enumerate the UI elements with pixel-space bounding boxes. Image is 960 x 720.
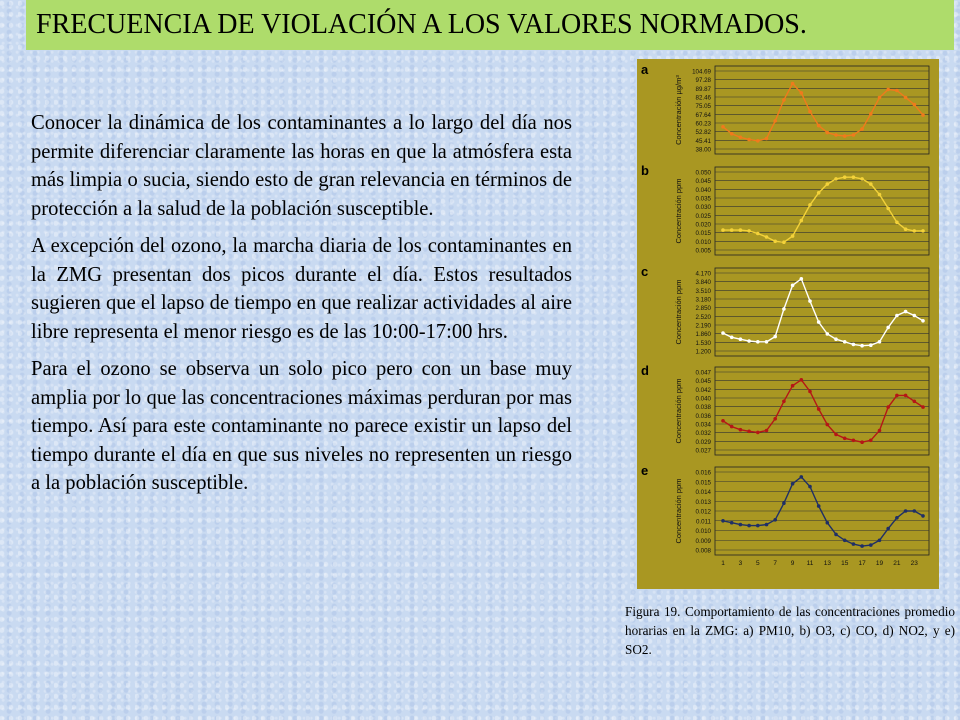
y-axis-label: Concentración ppm [674, 378, 683, 444]
y-tick-label: 0.025 [695, 212, 711, 220]
data-point [800, 378, 804, 382]
y-tick-label: 0.020 [695, 221, 711, 229]
data-point [878, 539, 882, 543]
data-point [921, 405, 925, 409]
data-point [756, 340, 760, 344]
data-point [791, 284, 795, 288]
data-point [747, 339, 751, 343]
paragraph: Conocer la dinámica de los contaminantes a lo largo del día nos permite diferenciar claramente las horas en que la atmósfera esta más limpia o sucia, siendo esto de gran relevancia en términos de protección a la salud de la población susceptible. [31, 112, 572, 220]
y-tick-label: 0.016 [695, 469, 711, 477]
panel-letter: e [641, 463, 649, 478]
plot-area [715, 367, 929, 455]
data-point [808, 299, 812, 303]
y-tick-label: 52.82 [695, 129, 711, 137]
y-tick-label: 0.029 [695, 438, 711, 446]
y-tick-label: 2.190 [695, 322, 711, 330]
panel-letter: a [641, 62, 649, 77]
data-point [921, 319, 925, 323]
data-point [921, 229, 925, 233]
data-point [765, 429, 769, 433]
data-point [730, 336, 734, 340]
y-tick-label: 0.040 [695, 395, 711, 403]
y-tick-label: 3.510 [695, 287, 711, 295]
data-point [765, 137, 769, 141]
x-tick-label: 23 [910, 560, 918, 567]
data-point [739, 523, 743, 527]
data-point [913, 229, 917, 233]
y-tick-label: 38.00 [695, 146, 711, 154]
data-point [834, 533, 838, 537]
data-point [904, 509, 908, 513]
data-point [860, 177, 864, 181]
y-tick-label: 60.23 [695, 120, 711, 128]
y-tick-label: 1.200 [695, 348, 711, 356]
data-point [765, 235, 769, 239]
y-tick-label: 0.047 [695, 369, 711, 377]
data-point [782, 307, 786, 311]
data-point [747, 524, 751, 528]
y-tick-label: 104.69 [692, 68, 711, 76]
data-point [808, 110, 812, 114]
series-line [723, 84, 923, 141]
data-point [721, 125, 725, 129]
x-tick-label: 5 [755, 560, 760, 567]
data-point [852, 343, 856, 347]
data-point [817, 320, 821, 324]
data-point [878, 96, 882, 100]
data-point [843, 340, 847, 344]
figure-caption: Figura 19. Comportamiento de las concentraciones promedio horarias en la ZMG: a) PM10, b) O3, c) CO, d) NO2, y e) SO2. [625, 604, 955, 657]
data-point [834, 133, 838, 137]
page-title: FRECUENCIA DE VIOLACIÓN A LOS VALORES NORMADOS. [26, 0, 954, 50]
data-point [886, 88, 890, 92]
y-tick-label: 89.87 [695, 85, 711, 93]
data-point [843, 437, 847, 441]
y-tick-label: 82.46 [695, 94, 711, 102]
data-point [817, 191, 821, 195]
y-tick-label: 67.64 [695, 111, 711, 119]
y-tick-label: 97.28 [695, 77, 711, 85]
data-point [895, 221, 899, 225]
y-tick-label: 75.05 [695, 103, 711, 111]
data-point [904, 227, 908, 231]
y-tick-label: 0.045 [695, 378, 711, 386]
data-point [791, 384, 795, 388]
data-point [878, 340, 882, 344]
data-point [756, 139, 760, 143]
data-point [808, 390, 812, 394]
y-tick-label: 0.030 [695, 204, 711, 212]
x-tick-label: 19 [875, 560, 884, 567]
data-point [773, 119, 777, 123]
data-point [721, 419, 725, 423]
data-point [852, 133, 856, 137]
data-point [895, 314, 899, 318]
data-point [782, 98, 786, 102]
y-tick-label: 0.014 [695, 489, 711, 496]
data-point [791, 234, 795, 238]
data-point [913, 400, 917, 404]
data-point [904, 310, 908, 314]
data-point [791, 482, 795, 486]
data-point [739, 337, 743, 341]
data-point [730, 228, 734, 232]
data-point [895, 394, 899, 398]
data-point [800, 277, 804, 281]
y-tick-label: 0.034 [695, 421, 711, 429]
data-point [756, 431, 760, 435]
data-point [773, 518, 777, 522]
data-point [721, 519, 725, 523]
y-axis-label: Concentración µg/m³ [674, 75, 683, 145]
y-tick-label: 0.015 [695, 230, 711, 238]
data-point [817, 504, 821, 508]
y-tick-label: 0.008 [695, 547, 711, 555]
x-tick-label: 1 [721, 560, 725, 567]
data-point [904, 394, 908, 398]
y-tick-label: 0.005 [695, 247, 711, 255]
data-point [921, 514, 925, 518]
plot-area [715, 268, 929, 356]
data-point [747, 229, 751, 233]
data-point [886, 527, 890, 531]
y-tick-label: 0.010 [695, 238, 711, 246]
x-tick-label: 11 [806, 560, 814, 567]
y-tick-label: 2.850 [695, 305, 711, 313]
data-point [826, 423, 830, 427]
data-point [817, 124, 821, 128]
data-point [800, 219, 804, 223]
series-line [723, 279, 923, 346]
y-tick-label: 0.015 [695, 479, 711, 487]
data-point [756, 524, 760, 528]
y-tick-label: 1.860 [695, 331, 711, 339]
figure-chart-panels [637, 59, 939, 589]
data-point [860, 344, 864, 348]
data-point [808, 485, 812, 489]
x-tick-label: 3 [738, 560, 743, 567]
data-point [913, 314, 917, 318]
y-axis-label: Concentración ppm [674, 178, 683, 244]
y-axis-label: Concentración ppm [674, 478, 683, 544]
data-point [730, 425, 734, 429]
panel-letter: d [641, 363, 649, 378]
data-point [834, 433, 838, 437]
plot-area [715, 66, 929, 154]
y-tick-label: 0.027 [695, 447, 711, 455]
data-point [739, 136, 743, 140]
data-point [721, 228, 725, 232]
data-point [913, 103, 917, 107]
data-point [782, 240, 786, 244]
data-point [878, 429, 882, 433]
data-point [834, 177, 838, 181]
y-tick-label: 0.038 [695, 404, 711, 412]
data-point [895, 89, 899, 93]
data-point [860, 440, 864, 444]
data-point [852, 439, 856, 443]
y-tick-label: 1.530 [695, 339, 711, 347]
data-point [860, 127, 864, 131]
data-point [782, 501, 786, 505]
y-tick-label: 0.011 [695, 518, 711, 526]
data-point [765, 340, 769, 344]
data-point [869, 343, 873, 347]
data-point [913, 509, 917, 513]
y-axis-label: Concentración ppm [674, 279, 683, 345]
data-point [878, 193, 882, 197]
series-line [723, 477, 923, 546]
data-point [808, 203, 812, 207]
data-point [782, 400, 786, 404]
data-point [730, 521, 734, 525]
x-tick-label: 7 [773, 560, 777, 567]
paragraph: A excepción del ozono, la marcha diaria de los contaminantes en la ZMG presentan dos picos durante el día. Estos resultados sugieren que el lapso de tiempo en que realizar actividades al aire libre representa el menor riesgo es de las 10:00-17:00 hrs. [31, 235, 572, 343]
data-point [852, 542, 856, 546]
data-point [721, 331, 725, 335]
y-tick-label: 0.040 [695, 186, 711, 194]
data-point [739, 428, 743, 432]
y-tick-label: 45.41 [695, 137, 711, 145]
x-tick-label: 21 [893, 560, 901, 567]
y-tick-label: 2.520 [695, 313, 711, 321]
y-tick-label: 0.010 [695, 528, 711, 535]
data-point [826, 521, 830, 525]
data-point [895, 516, 899, 520]
x-tick-label: 17 [858, 560, 866, 567]
chart-svg [637, 59, 939, 589]
data-point [791, 82, 795, 86]
data-point [773, 417, 777, 421]
data-point [826, 131, 830, 135]
body-text [31, 109, 572, 507]
y-tick-label: 0.042 [695, 386, 711, 394]
data-point [826, 182, 830, 186]
data-point [869, 439, 873, 443]
data-point [886, 326, 890, 330]
data-point [869, 182, 873, 186]
plot-area [715, 167, 929, 255]
x-tick-label: 15 [841, 560, 849, 567]
y-tick-label: 0.032 [695, 430, 711, 438]
data-point [834, 337, 838, 341]
data-point [765, 523, 769, 527]
data-point [730, 132, 734, 136]
data-point [747, 430, 751, 434]
y-tick-label: 4.170 [695, 270, 711, 278]
y-tick-label: 0.013 [695, 498, 711, 506]
y-tick-label: 0.050 [695, 169, 711, 177]
data-point [886, 207, 890, 211]
y-tick-label: 0.009 [695, 537, 711, 545]
panel-letter: b [641, 163, 649, 178]
data-point [904, 96, 908, 100]
data-point [843, 175, 847, 179]
data-point [921, 113, 925, 117]
data-point [739, 228, 743, 232]
y-tick-label: 3.180 [695, 296, 711, 304]
data-point [747, 138, 751, 142]
x-tick-label: 9 [790, 560, 795, 567]
data-point [773, 335, 777, 339]
data-point [852, 175, 856, 179]
data-point [817, 407, 821, 411]
data-point [773, 240, 777, 244]
data-point [860, 544, 864, 548]
data-point [826, 332, 830, 336]
data-point [843, 134, 847, 138]
data-point [869, 112, 873, 116]
data-point [800, 91, 804, 95]
x-tick-label: 13 [823, 560, 831, 567]
y-tick-label: 0.036 [695, 412, 711, 420]
paragraph: Para el ozono se observa un solo pico pero con un base muy amplia por lo que las concentraciones máximas perduran por mas tiempo. Así para este contaminante no parece existir un lapso del tiempo durante el día en que sus niveles no representen un riesgo a la población susceptible. [31, 358, 572, 494]
y-tick-label: 0.035 [695, 195, 711, 203]
y-tick-label: 0.012 [695, 508, 711, 516]
data-point [756, 232, 760, 236]
data-point [886, 405, 890, 409]
y-tick-label: 0.045 [695, 178, 711, 186]
data-point [869, 543, 873, 547]
data-point [843, 539, 847, 543]
panel-letter: c [641, 264, 649, 279]
y-tick-label: 3.840 [695, 279, 711, 287]
data-point [800, 475, 804, 479]
